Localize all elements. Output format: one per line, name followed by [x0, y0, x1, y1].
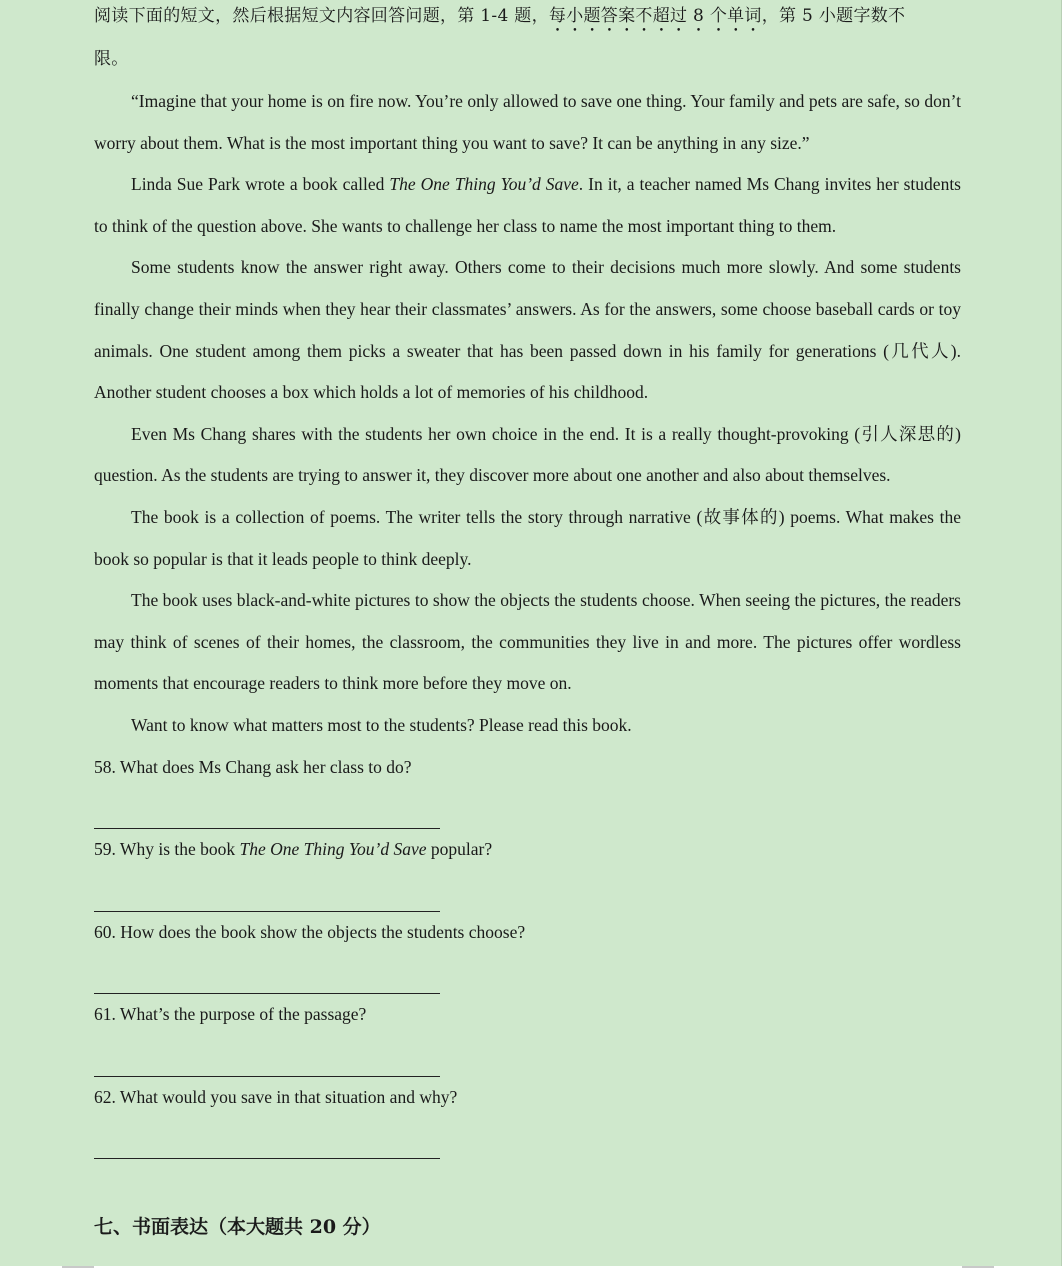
paragraph-2-intro: Linda Sue Park wrote a book called [131, 174, 390, 195]
footer-divider-right [962, 1266, 994, 1268]
question-60: 60. How does the book show the objects the students choose? [94, 921, 526, 942]
footer-divider-left [62, 1266, 94, 1268]
passage-paragraph-7: Want to know what matters most to the students? Please read this book. [131, 714, 632, 735]
passage-paragraph-3: Some students know the answer right away. Others come to their decisions much more slowly. And some students finally change their minds when they hear their classmates’ answers. As for the answers, some choose baseball cards or toy animals. One student among them picks a sweater that has been passed down in his family for generations (几代人). Another student chooses a box which holds a lot of memories of his childhood. [94, 257, 961, 403]
passage-paragraph-6: The book uses black-and-white pictures to show the objects the students choose. When seeing the pictures, the readers may think of scenes of their homes, the classroom, the communities they live in and more. The pictures offer wordless moments that encourage readers to think more before they move on. [94, 590, 961, 694]
question-58: 58. What does Ms Chang ask her class to do? [94, 756, 412, 777]
answer-line-61[interactable] [94, 1036, 440, 1077]
question-59-book-title: The One Thing You’d Save [239, 839, 427, 860]
question-62: 62. What would you save in that situation and why? [94, 1086, 458, 1107]
question-59 [94, 829, 961, 871]
instructions-part2: ，第 5 小题字数不 [761, 6, 906, 26]
question-59-end: popular? [426, 839, 493, 860]
question-59-intro: 59. Why is the book [94, 839, 240, 860]
question-61: 61. What’s the purpose of the passage? [94, 1004, 367, 1025]
paragraph-2-rest: . In it, a teacher named Ms Chang invites her students to think of the question above. She wants to challenge her class to name the most important thing to them. [94, 174, 961, 236]
instructions-emphasis: 每小题答案不超过 8 个单词 [548, 6, 762, 26]
answer-line-60[interactable] [94, 953, 440, 994]
passage-paragraph-4: Even Ms Chang shares with the students her own choice in the end. It is a really thought-provoking (引人深思的) question. As the students are trying to answer it, they discover more about one another and also about themselves. [94, 423, 961, 486]
instructions [94, 0, 961, 81]
passage-paragraph-2 [94, 164, 961, 247]
page-content [94, 0, 961, 1159]
passage-paragraph-5: The book is a collection of poems. The writer tells the story through narrative (故事体的) poems. What makes the book so popular is that it leads people to think deeply. [94, 506, 961, 569]
answer-line-62[interactable] [94, 1118, 440, 1159]
instructions-part1: 阅读下面的短文，然后根据短文内容回答问题，第 1-4 题， [94, 6, 549, 26]
answer-line-59[interactable] [94, 871, 440, 912]
passage-paragraph-1: “Imagine that your home is on fire now. You’re only allowed to save one thing. Your family and pets are safe, so don’t worry about them. What is the most important thing you want to save? It can be anything in any size.” [94, 91, 961, 153]
instructions-line2: 限。 [94, 49, 129, 69]
section-title: 七、书面表达（本大题共 20 分） [94, 1216, 381, 1238]
page-footer [0, 1266, 1062, 1273]
answer-line-58[interactable] [94, 788, 440, 829]
book-title: The One Thing You’d Save [389, 174, 579, 195]
